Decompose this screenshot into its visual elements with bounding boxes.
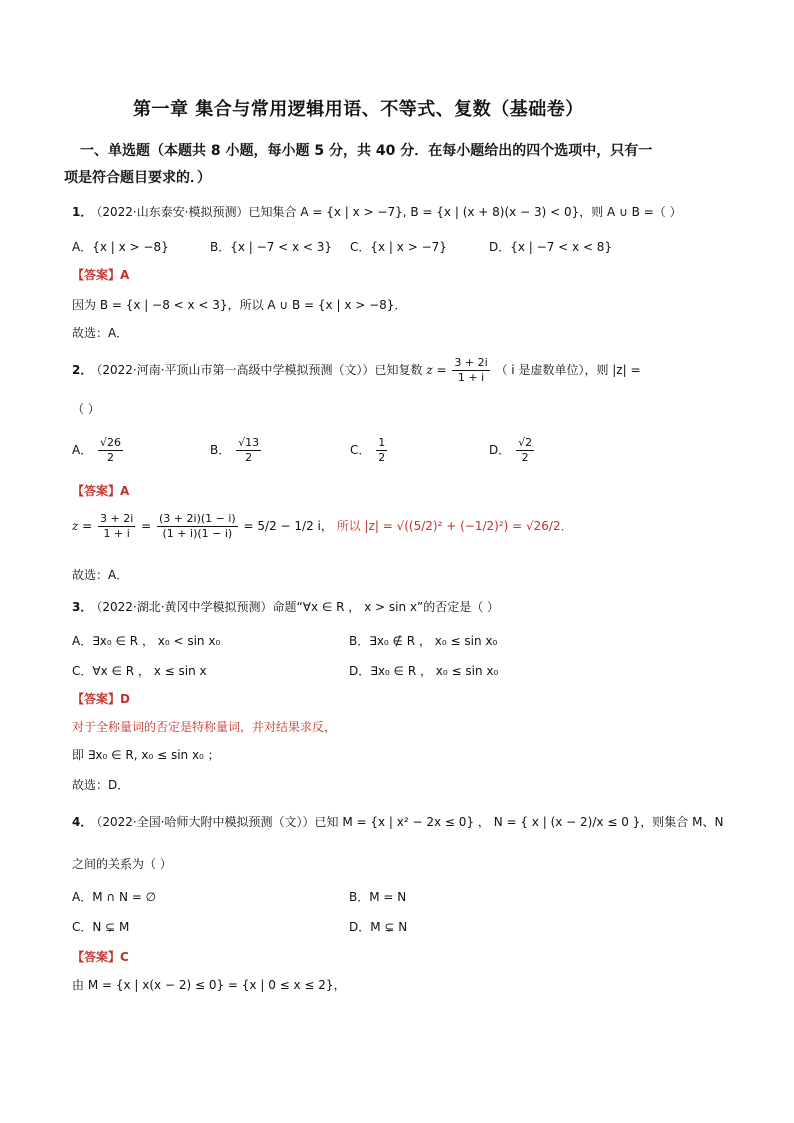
question-2-option-a	[72, 436, 125, 465]
question-1-stem	[72, 203, 682, 220]
option-label: B．	[210, 443, 231, 457]
answer-value: A	[120, 268, 130, 282]
fraction-numerator: 3 + 2i	[100, 512, 134, 525]
question-2-answer	[72, 482, 129, 499]
question-2-option-d	[489, 436, 536, 465]
question-4-answer	[72, 948, 129, 965]
fraction-denominator: 2	[245, 451, 253, 464]
question-3-stem	[72, 598, 499, 615]
question-text: （2022·山东泰安·模拟预测）已知集合 A = {x | x > −7}, B = {x | (x + 8)(x − 3) < 0}，则 A ∪ B =（ ）	[96, 205, 682, 219]
explanation-result: 所以 |z| = √((5/2)² + (−1/2)²) = √26/2．	[336, 519, 573, 533]
fraction	[516, 436, 534, 465]
question-1-conclusion: 故选：A．	[72, 326, 129, 340]
question-3-conclusion: 故选：D．	[72, 778, 130, 792]
option-label: A．	[72, 443, 93, 457]
answer-label: 【答案】	[72, 268, 121, 282]
question-number: 4．	[72, 815, 93, 829]
fraction-numerator: √13	[238, 436, 260, 449]
question-3-option-d: D．∃x₀ ∈ R ， x₀ ≤ sin x₀	[349, 664, 499, 678]
fraction	[376, 436, 387, 465]
question-4-option-a: A．M ∩ N = ∅	[72, 890, 157, 904]
fraction	[157, 512, 238, 541]
question-text: （2022·湖北·黄冈中学模拟预测）命题“∀x ∈ R ， x > sin x”的否定是（ ）	[96, 600, 500, 614]
question-4-explanation: 由 M = {x | x(x − 2) ≤ 0} = {x | 0 ≤ x ≤ 2}，	[72, 978, 346, 992]
fraction	[452, 356, 489, 385]
question-3-option-b: B．∃x₀ ∉ R ， x₀ ≤ sin x₀	[349, 634, 498, 648]
fraction	[98, 436, 123, 465]
question-2-explanation: z = $\frac{3 + 2i}{1 + i}$ = $\frac{(3 + 2i)(1 - i)}{(1 + i)(1 - i)}$ = 5/2 − 1/2 i， 所以 |z| = √((5/2)² + (−1/2)²) = √26/2．	[72, 512, 573, 540]
fraction-denominator: 2	[378, 451, 386, 464]
question-4-option-d: D．M ⊊ N	[349, 920, 408, 934]
question-1-option-d: D．{x | −7 < x < 8}	[489, 240, 613, 254]
math-z: z =	[426, 363, 447, 377]
question-3-answer	[72, 690, 130, 707]
answer-label: 【答案】	[72, 950, 121, 964]
answer-label: 【答案】	[72, 692, 121, 706]
fraction-denominator: 2	[521, 451, 529, 464]
question-3-explanation-1: 对于全称量词的否定是特称量词，并对结果求反，	[72, 720, 337, 734]
question-number: 2．	[72, 363, 93, 377]
answer-value: A	[120, 484, 130, 498]
question-number: 1．	[72, 205, 93, 219]
question-4-stem-line2: 之间的关系为（ ）	[72, 857, 172, 871]
question-2-option-c	[350, 436, 389, 465]
fraction-numerator: 1	[378, 436, 386, 449]
question-1-option-c: C．{x | x > −7}	[350, 240, 447, 254]
question-4-option-b: B．M = N	[349, 890, 407, 904]
option-label: C．	[350, 443, 371, 457]
question-2-blank: （ ）	[72, 402, 100, 416]
fraction-denominator: 2	[107, 451, 115, 464]
question-1-explanation: 因为 B = {x | −8 < x < 3}，所以 A ∪ B = {x | x > −8}．	[72, 298, 407, 312]
fraction-numerator: 3 + 2i	[454, 356, 488, 369]
question-4-stem	[72, 813, 723, 830]
question-1-option-a: A．{x | x > −8}	[72, 240, 169, 254]
question-3-option-c: C．∀x ∈ R ， x ≤ sin x	[72, 664, 207, 678]
question-1-answer	[72, 266, 129, 283]
explanation-step: = 5/2 − 1/2 i，	[243, 519, 333, 533]
option-label: D．	[489, 443, 511, 457]
question-1-option-b: B．{x | −7 < x < 3}	[210, 240, 333, 254]
question-2-stem	[72, 356, 641, 385]
section-heading-line1: 一、单选题（本题共 8 小题，每小题 5 分，共 40 分．在每小题给出的四个选项中，只有一	[80, 143, 653, 159]
fraction-denominator: 1 + i	[103, 527, 130, 540]
fraction	[236, 436, 261, 465]
answer-label: 【答案】	[72, 484, 121, 498]
question-2-option-b	[210, 436, 263, 465]
math-z: z =	[72, 519, 93, 533]
fraction-numerator: (3 + 2i)(1 − i)	[159, 512, 236, 525]
question-text-tail: （ i 是虚数单位），则 |z| =	[495, 363, 641, 377]
question-number: 3．	[72, 600, 93, 614]
question-2-conclusion: 故选：A．	[72, 568, 129, 582]
section-heading-line2: 项是符合题目要求的．）	[64, 170, 211, 186]
question-4-option-c: C．N ⊊ M	[72, 920, 130, 934]
fraction	[98, 512, 135, 541]
answer-value: C	[120, 950, 129, 964]
question-text: （2022·河南·平顶山市第一高级中学模拟预测（文））已知复数	[96, 363, 423, 377]
question-text: （2022·全国·哈师大附中模拟预测（文））已知 M = {x | x² − 2x ≤ 0} ， N = { x | (x − 2)/x ≤ 0 }，则集合 M、N	[96, 815, 724, 829]
answer-value: D	[120, 692, 130, 706]
fraction-numerator: √26	[100, 436, 122, 449]
question-3-explanation-2: 即 ∃x₀ ∈ R, x₀ ≤ sin x₀ ；	[72, 748, 220, 762]
question-3-option-a: A．∃x₀ ∈ R ， x₀ < sin x₀	[72, 634, 221, 648]
fraction-denominator: 1 + i	[457, 371, 485, 384]
page-title: 第一章 集合与常用逻辑用语、不等式、复数（基础卷）	[133, 99, 584, 120]
fraction-numerator: √2	[518, 436, 533, 449]
fraction-denominator: (1 + i)(1 − i)	[162, 527, 233, 540]
